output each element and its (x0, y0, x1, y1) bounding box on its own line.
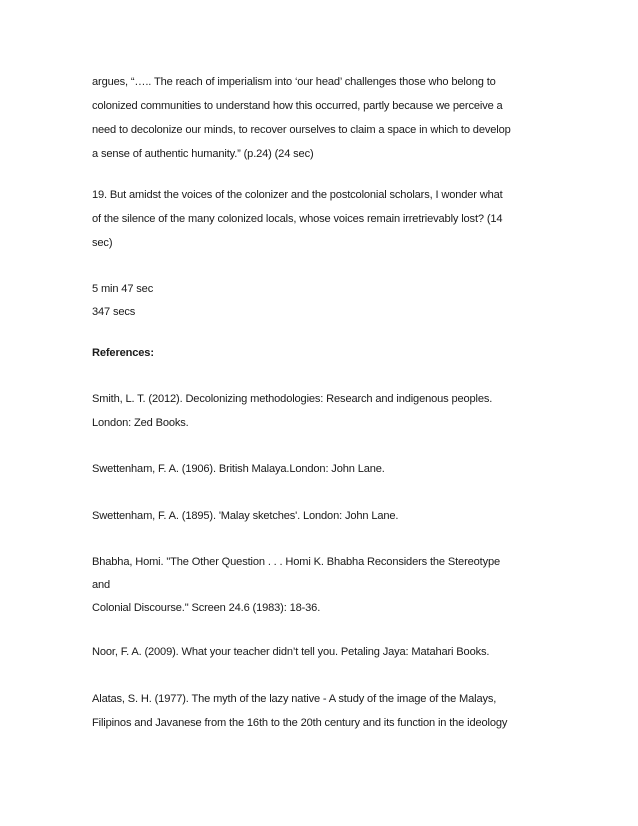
reference-line: Smith, L. T. (2012). Decolonizing methodologies: Research and indigenous peoples. (92, 393, 493, 405)
quote-line: need to decolonize our minds, to recover ourselves to claim a space in which to develop (92, 124, 511, 136)
duration-line: 347 secs (92, 306, 136, 318)
references-heading: References: (92, 347, 154, 359)
quote-line: a sense of authentic humanity.” (p.24) (24 sec) (92, 148, 314, 160)
reference-line: Swettenham, F. A. (1906). British Malaya.London: John Lane. (92, 463, 385, 475)
reference-line: London: Zed Books. (92, 417, 189, 429)
quote-line: argues, “….. The reach of imperialism into ‘our head’ challenges those who belong to (92, 76, 496, 88)
reference-line: Filipinos and Javanese from the 16th to the 20th century and its function in the ideology (92, 717, 508, 729)
item-19-line: of the silence of the many colonized locals, whose voices remain irretrievably lost? (14 (92, 213, 503, 225)
duration-line: 5 min 47 sec (92, 283, 154, 295)
item-19-line: sec) (92, 237, 113, 249)
reference-line: and (92, 579, 111, 591)
quote-line: colonized communities to understand how this occurred, partly because we perceive a (92, 100, 503, 112)
reference-line: Noor, F. A. (2009). What your teacher didn’t tell you. Petaling Jaya: Matahari Books. (92, 646, 490, 658)
reference-line: Swettenham, F. A. (1895). 'Malay sketches'. London: John Lane. (92, 510, 399, 522)
reference-line: Alatas, S. H. (1977). The myth of the lazy native - A study of the image of the Malays, (92, 693, 497, 705)
reference-line: Colonial Discourse." Screen 24.6 (1983): 18-36. (92, 602, 321, 614)
reference-line: Bhabha, Homi. "The Other Question . . . Homi K. Bhabha Reconsiders the Stereotype (92, 556, 501, 568)
item-19-line: 19. But amidst the voices of the colonizer and the postcolonial scholars, I wonder what (92, 189, 503, 201)
